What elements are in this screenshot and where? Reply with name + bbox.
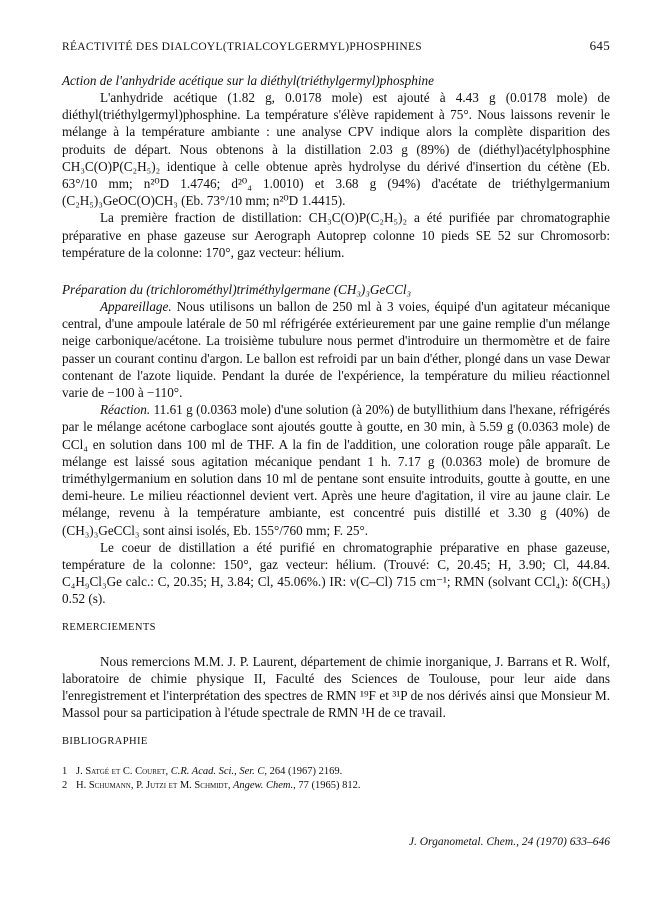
reference-details: 77 (1965) 812. [295, 779, 361, 791]
apparatus-text: Nous utilisons un ballon de 250 ml à 3 voies, équipé d'un agitateur mécanique central, d'une ampoule latérale de 50 ml réfrigérée extérieurement par une gaine remplie d'un mélange neige carbonique/acétone. La troisième tubulure nous permet d'introduire un thermomètre et de faire passer un courant continu d'argon. Le ballon est refroidi par un bain d'éther, plongé dans un vase Dewar contenant de l'azote liquide. Pendant la durée de l'expérience, la température du milieu réactionnel varie de −100 à −110°. [62, 299, 610, 401]
reference-details: 264 (1967) 2169. [267, 765, 343, 777]
apparatus-label: Appareillage. [100, 299, 172, 315]
running-title: RÉACTIVITÉ DES DIALCOYL(TRIALCOYLGERMYL)PHOSPHINES [62, 41, 422, 53]
reference-journal: C.R. Acad. Sci., Ser. C, [168, 765, 268, 777]
section-title-acetic: Action de l'anhydride acétique sur la diéthyl(triéthylgermyl)phosphine [62, 73, 434, 88]
reference-number: 2 [62, 779, 68, 791]
running-header [62, 38, 610, 54]
reference-item [62, 779, 610, 793]
journal-citation: J. Organometal. Chem., 24 (1970) 633–646 [408, 836, 610, 848]
paragraph-acetic-1: L'anhydride acétique (1.82 g, 0.0178 mole) est ajouté à 4.43 g (0.0178 mole) de diéthyl(triéthylgermyl)phosphine. La température s'élève rapidement à 75°. Nous laissons revenir le mélange à la température ambiante : une analyse CPV indique alors la complète disparition des produits de départ. Nous obtenons à la distillation 2.03 g (89%) de (diéthyl)acétylphosphine CH₃C(O)P(C₂H₅)₂ identique à celle obtenue après hydrolyse du dérivé d'insertion du cétène (Eb. 63°/10 mm; n²⁰D 1.4746; d²⁰₄ 1.0010) et 3.68 g (94%) d'acétate de triéthylgermanium (C₂H₅)₃GeOC(O)CH₃ (Eb. 73°/10 mm; n²⁰D 1.4415). [62, 90, 610, 209]
reference-item [62, 765, 610, 779]
paragraph-acetic-2: La première fraction de distillation: CH₃C(O)P(C₂H₅)₂ a été purifiée par chromatographie préparative en phase gazeuse sur Aerograph Autoprep colonne 10 pieds SE 52 sur Chromosorb: température de la colonne: 170°, gaz vecteur: hélium. [62, 210, 610, 260]
reference-journal: Angew. Chem., [230, 779, 296, 791]
reference-authors: J. Satgé et C. Couret, [76, 765, 169, 777]
bibliography-heading: BIBLIOGRAPHIE [62, 735, 148, 747]
page-number: 645 [589, 38, 610, 53]
reaction-label: Réaction. [100, 402, 151, 418]
paragraph-purification: Le coeur de distillation a été purifié en chromatographie préparative en phase gazeuse, température de la colonne: 150°, gaz vecteur: hélium. (Trouvé: C, 20.45; H, 3.90; Cl, 44.84. C₄H₉Cl₃Ge calc.: C, 20.35; H, 3.84; Cl, 45.06%.) IR: ν(C–Cl) 715 cm⁻¹; RMN (solvant CCl₄): δ(CH₃) 0.52 (s). [62, 539, 610, 607]
reaction-text: 11.61 g (0.0363 mole) d'une solution (à 20%) de butyllithium dans l'hexane, réfrigérés par le mélange acétone carboglace sont ajoutés goutte à goutte, en 30 min, à 5.59 g (0.0363 mole) de CCl₄ en solution dans 100 ml de THF. A la fin de l'addition, une coloration rouge pâle apparaît. Le mélange est laissé sous agitation mécanique pendant 1 h. 7.17 g (0.0363 mole) de bromure de triméthylgermanium en solution dans 10 ml de pentane sont ensuite introduits, goutte à goutte, en une demi-heure. Le milieu réactionnel devient vert. Après une heure d'agitation, il vire au jaune clair. Le mélange, revenu à la température ambiante, est concentré puis distillé et 3.30 g (40%) de (CH₃)₃GeCCl₃ sont ainsi isolés, Eb. 155°/760 mm; F. 25°. [62, 402, 610, 538]
reference-number: 1 [62, 765, 68, 777]
acknowledgements-text: Nous remercions M.M. J. P. Laurent, département de chimie inorganique, J. Barrans et R. Wolf, laboratoire de chimie physique II, Faculté des Sciences de Toulouse, pour leur aide dans l'enregistrement et l'interprétation des spectres de RMN ¹⁹F et ³¹P de nos dérivés ainsi que Monsieur M. Massol pour sa participation à l'étude spectrale de RMN ¹H de ce travail. [62, 653, 610, 721]
reference-authors: H. Schumann, P. Jutzi et M. Schmidt, [76, 779, 231, 791]
paragraph-apparatus [62, 298, 610, 401]
acknowledgements-heading: REMERCIEMENTS [62, 621, 156, 633]
section-title-preparation: Préparation du (trichlorométhyl)triméthylgermane (CH₃)₃GeCCl₃ [62, 282, 412, 298]
paragraph-reaction [62, 401, 610, 539]
page-body [62, 38, 610, 793]
